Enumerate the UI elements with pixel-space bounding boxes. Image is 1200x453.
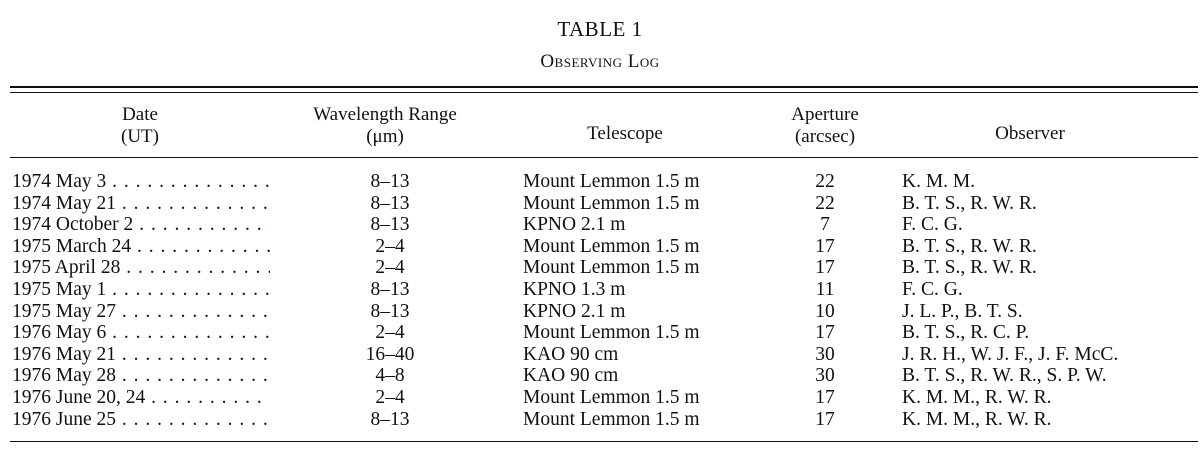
table-subtitle: Observing Log bbox=[540, 51, 660, 72]
table-row bbox=[0, 214, 1200, 236]
header-date-line2: (UT) bbox=[121, 126, 159, 147]
cell-telescope: KPNO 2.1 m bbox=[523, 214, 626, 236]
cell-observer: B. T. S., R. W. R. bbox=[902, 192, 1037, 214]
cell-observer: B. T. S., R. W. R. bbox=[902, 257, 1037, 279]
table-row bbox=[0, 301, 1200, 323]
header-observer bbox=[960, 123, 1100, 145]
table-row bbox=[0, 365, 1200, 387]
cell-wavelength: 4–8 bbox=[375, 365, 405, 387]
header-aperture-line2: (arcsec) bbox=[794, 126, 856, 147]
cell-telescope: KPNO 2.1 m bbox=[523, 300, 626, 322]
cell-date: 1975 April 28 . . . bbox=[12, 257, 270, 279]
cell-aperture: 17 bbox=[815, 408, 835, 430]
cell-aperture: 7 bbox=[820, 214, 830, 236]
header-rule bbox=[10, 157, 1198, 158]
cell-telescope: KAO 90 cm bbox=[523, 343, 619, 365]
header-wavelength-line2: (μm) bbox=[366, 126, 404, 147]
cell-aperture: 30 bbox=[815, 343, 835, 365]
cell-observer: K. M. M. bbox=[902, 171, 976, 192]
cell-wavelength: 8–13 bbox=[370, 300, 410, 322]
cell-telescope: Mount Lemmon 1.5 m bbox=[523, 192, 700, 214]
cell-wavelength: 8–13 bbox=[370, 278, 410, 300]
table-row bbox=[0, 257, 1200, 279]
cell-aperture: 11 bbox=[815, 278, 835, 300]
cell-wavelength: 2–4 bbox=[375, 322, 405, 344]
cell-aperture: 30 bbox=[815, 365, 835, 387]
cell-observer: B. T. S., R. W. R. bbox=[902, 235, 1037, 257]
table-row bbox=[0, 344, 1200, 366]
cell-date: 1976 May 21 . . . bbox=[12, 344, 270, 366]
header-aperture bbox=[760, 104, 890, 148]
table-row bbox=[0, 193, 1200, 215]
cell-wavelength: 2–4 bbox=[375, 235, 405, 257]
cell-observer: F. C. G. bbox=[902, 278, 963, 300]
cell-date: 1976 June 25 . . . bbox=[12, 409, 270, 431]
cell-wavelength: 8–13 bbox=[370, 171, 410, 192]
table-body bbox=[0, 171, 1200, 430]
cell-telescope: Mount Lemmon 1.5 m bbox=[523, 235, 700, 257]
header-telescope bbox=[540, 123, 710, 145]
cell-observer: J. R. H., W. J. F., J. F. McC. bbox=[902, 343, 1119, 365]
cell-date: 1974 October 2 . . . bbox=[12, 214, 270, 236]
cell-telescope: KPNO 1.3 m bbox=[523, 278, 626, 300]
cell-wavelength: 2–4 bbox=[375, 386, 405, 408]
table-row bbox=[0, 171, 1200, 193]
cell-wavelength: 16–40 bbox=[365, 343, 415, 365]
cell-telescope: Mount Lemmon 1.5 m bbox=[523, 171, 700, 192]
cell-date: 1974 May 3 . . . bbox=[12, 171, 270, 193]
cell-observer: K. M. M., R. W. R. bbox=[902, 408, 1052, 430]
cell-date: 1976 June 20, 24 . . . bbox=[12, 387, 270, 409]
top-rule bbox=[10, 86, 1198, 88]
table-row bbox=[0, 409, 1200, 431]
table-row bbox=[0, 387, 1200, 409]
cell-date: 1975 May 27 . . . bbox=[12, 301, 270, 323]
cell-telescope: Mount Lemmon 1.5 m bbox=[523, 408, 700, 430]
top-rule-thin bbox=[10, 92, 1198, 93]
cell-wavelength: 8–13 bbox=[370, 192, 410, 214]
cell-observer: J. L. P., B. T. S. bbox=[902, 300, 1023, 322]
header-date bbox=[70, 104, 210, 148]
cell-aperture: 17 bbox=[815, 235, 835, 257]
cell-observer: B. T. S., R. W. R., S. P. W. bbox=[902, 365, 1107, 387]
cell-telescope: Mount Lemmon 1.5 m bbox=[523, 386, 700, 408]
table-row bbox=[0, 236, 1200, 258]
cell-wavelength: 2–4 bbox=[375, 257, 405, 279]
header-wavelength-line1: Wavelength Range bbox=[313, 104, 457, 125]
table-row bbox=[0, 279, 1200, 301]
cell-observer: F. C. G. bbox=[902, 214, 963, 236]
cell-observer: B. T. S., R. C. P. bbox=[902, 322, 1030, 344]
cell-aperture: 22 bbox=[815, 192, 835, 214]
header-wavelength bbox=[280, 104, 490, 148]
header-aperture-line1: Aperture bbox=[791, 104, 859, 125]
cell-telescope: KAO 90 cm bbox=[523, 365, 619, 387]
cell-telescope: Mount Lemmon 1.5 m bbox=[523, 322, 700, 344]
bottom-rule bbox=[10, 441, 1198, 442]
table-row bbox=[0, 322, 1200, 344]
header-date-line1: Date bbox=[122, 104, 158, 125]
cell-date: 1976 May 28 . . . bbox=[12, 365, 270, 387]
cell-date: 1974 May 21 . . . bbox=[12, 193, 270, 215]
header-telescope-label: Telescope bbox=[587, 123, 663, 144]
cell-aperture: 10 bbox=[815, 300, 835, 322]
cell-aperture: 17 bbox=[815, 322, 835, 344]
table-title: TABLE 1 bbox=[557, 17, 643, 41]
cell-wavelength: 8–13 bbox=[370, 408, 410, 430]
cell-observer: K. M. M., R. W. R. bbox=[902, 386, 1052, 408]
cell-aperture: 17 bbox=[815, 257, 835, 279]
cell-date: 1975 March 24 . . . bbox=[12, 236, 270, 258]
cell-date: 1975 May 1 . . . bbox=[12, 279, 270, 301]
cell-date: 1976 May 6 . . . bbox=[12, 322, 270, 344]
header-observer-label: Observer bbox=[995, 123, 1065, 144]
cell-aperture: 22 bbox=[815, 171, 835, 192]
cell-aperture: 17 bbox=[815, 386, 835, 408]
cell-wavelength: 8–13 bbox=[370, 214, 410, 236]
cell-telescope: Mount Lemmon 1.5 m bbox=[523, 257, 700, 279]
